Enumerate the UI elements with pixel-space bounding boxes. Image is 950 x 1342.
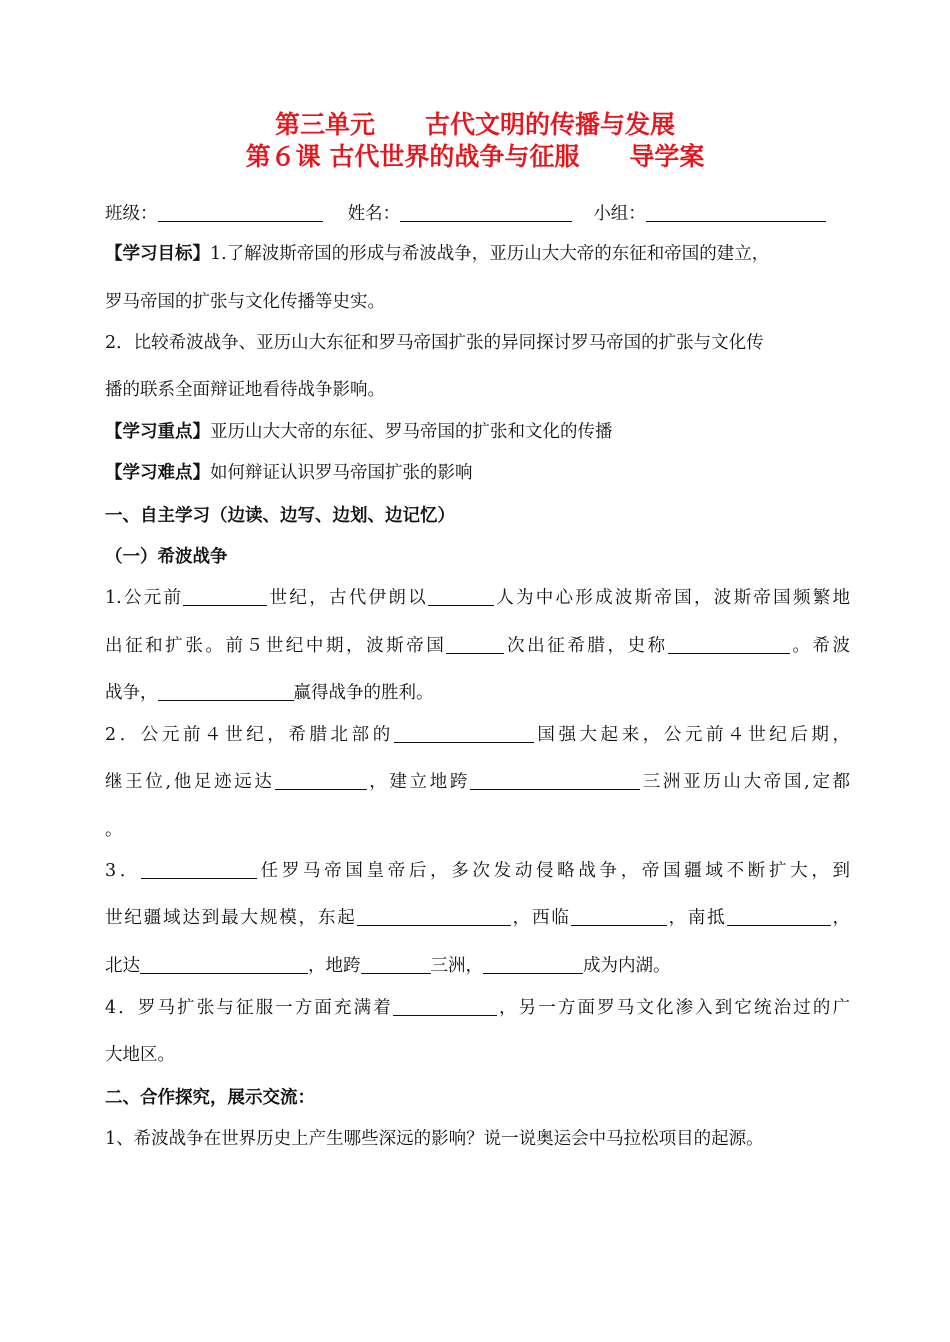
q3-line-1: 3． 任罗马帝国皇帝后，多次发动侵略战争，帝国疆域不断扩大，到 bbox=[105, 861, 850, 881]
q3-blank-2[interactable] bbox=[357, 907, 511, 926]
q2-blank-3[interactable] bbox=[470, 771, 640, 790]
q3-blank-7[interactable] bbox=[483, 955, 583, 974]
q1-blank-4[interactable] bbox=[668, 635, 790, 654]
group-label: 小组： bbox=[593, 204, 646, 224]
objectives-line-2: 罗马帝国的扩张与文化传播等史实。 bbox=[105, 292, 385, 312]
key-points-tag: 【学习重点】 bbox=[105, 422, 210, 442]
q2-blank-1[interactable] bbox=[394, 724, 534, 743]
name-label: 姓名： bbox=[347, 204, 401, 224]
q4-line-2: 大地区。 bbox=[105, 1045, 175, 1065]
objectives-text-1: 1.了解波斯帝国的形成与希波战争，亚历山大大帝的东征和帝国的建立， bbox=[210, 244, 770, 264]
student-info-row bbox=[105, 202, 850, 226]
class-blank[interactable] bbox=[158, 203, 323, 222]
q1-line-3: 战争， 赢得战争的胜利。 bbox=[105, 683, 434, 703]
group-blank[interactable] bbox=[646, 203, 826, 222]
section-2-heading: 二、合作探究，展示交流： bbox=[105, 1088, 315, 1108]
q2-line-1: 2．公元前４世纪，希腊北部的 国强大起来，公元前４世纪后期， bbox=[105, 725, 851, 745]
key-points-text: 亚历山大大帝的东征、罗马帝国的扩张和文化的传播 bbox=[210, 422, 613, 442]
q3-blank-6[interactable] bbox=[361, 955, 431, 974]
difficulties bbox=[105, 461, 850, 485]
q3-blank-5[interactable] bbox=[140, 955, 308, 974]
unit-title: 第三单元 古代文明的传播与发展 bbox=[274, 110, 675, 139]
objectives-line-1 bbox=[105, 242, 850, 266]
q1-blank-2[interactable] bbox=[428, 587, 494, 606]
objectives-line-4: 播的联系全面辩证地看待战争影响。 bbox=[105, 380, 385, 400]
q1-blank-5[interactable] bbox=[158, 682, 294, 701]
subsection-heading: （一）希波战争 bbox=[105, 547, 228, 567]
q2-blank-2[interactable] bbox=[275, 771, 367, 790]
name-blank[interactable] bbox=[400, 203, 572, 222]
q2-line-3: 。 bbox=[105, 820, 123, 840]
q3-blank-4[interactable] bbox=[727, 907, 831, 926]
lesson-title: 第６课 古代世界的战争与征服 导学案 bbox=[245, 142, 705, 171]
section-1-heading: 一、自主学习（边读、边写、边划、边记忆） bbox=[105, 506, 455, 526]
q1-line-2: 出征和扩张。前５世纪中期，波斯帝国 次出征希腊，史称 。希波 bbox=[105, 636, 851, 656]
q4-blank-1[interactable] bbox=[393, 997, 497, 1016]
difficulties-text: 如何辩证认识罗马帝国扩张的影响 bbox=[210, 463, 473, 483]
q3-blank-1[interactable] bbox=[141, 860, 257, 879]
section-2-q1: 1、希波战争在世界历史上产生哪些深远的影响？说一说奥运会中马拉松项目的起源。 bbox=[105, 1129, 764, 1149]
difficulties-tag: 【学习难点】 bbox=[105, 463, 210, 483]
q3-blank-3[interactable] bbox=[571, 907, 667, 926]
objectives-line-3: 2．比较希波战争、亚历山大东征和罗马帝国扩张的异同探讨罗马帝国的扩张与文化传 bbox=[105, 333, 764, 353]
q1-blank-3[interactable] bbox=[446, 635, 504, 654]
q4-line-1: 4．罗马扩张与征服一方面充满着 ，另一方面罗马文化渗入到它统治过的广 bbox=[105, 998, 850, 1018]
q3-line-3: 北达 ，地跨 三洲， 成为内湖。 bbox=[105, 956, 671, 976]
objectives-tag: 【学习目标】 bbox=[105, 244, 210, 264]
q3-line-2: 世纪疆域达到最大规模，东起 ，西临 ，南抵 ， bbox=[105, 908, 851, 928]
q1-line-1: 1.公元前 世纪，古代伊朗以 人为中心形成波斯帝国，波斯帝国频繁地 bbox=[105, 588, 851, 608]
class-label: 班级： bbox=[105, 204, 158, 224]
q1-blank-1[interactable] bbox=[183, 587, 267, 606]
q2-line-2: 继王位,他足迹远达 ，建立地跨 三洲亚历山大帝国,定都 bbox=[105, 772, 851, 792]
key-points bbox=[105, 420, 850, 444]
